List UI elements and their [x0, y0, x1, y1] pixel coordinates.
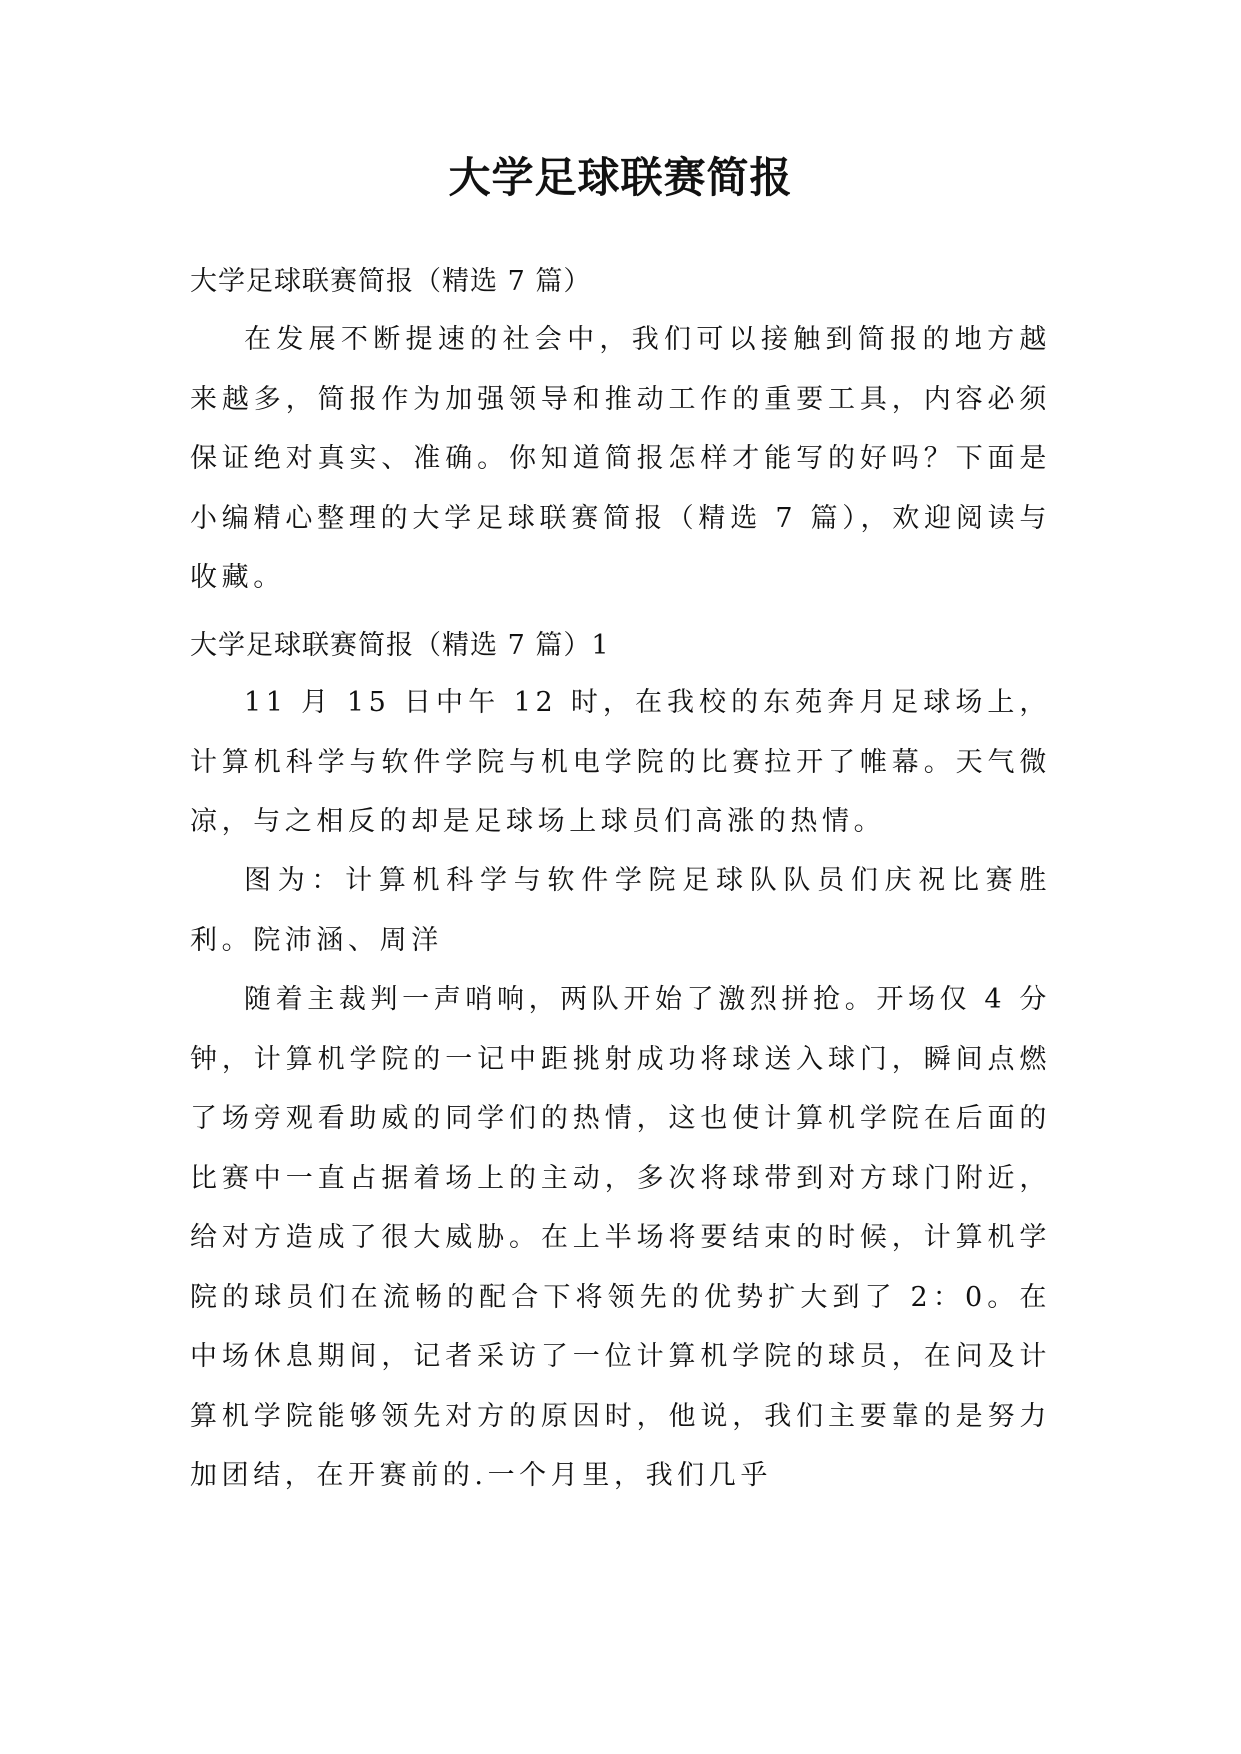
intro-heading: 大学足球联赛简报（精选 7 篇）	[190, 266, 592, 297]
section-1-paragraph-3: 随着主裁判一声哨响，两队开始了激烈拼抢。开场仅 4 分钟，计算机学院的一记中距挑射成功将球送入球门，瞬间点燃了场旁观看助威的同学们的热情，这也使计算机学院在后面的比赛中一直占据着场上的主动，多次将球带到对方球门附近，给对方造成了很大威胁。在上半场将要结束的时候，计算机学院的球员们在流畅的配合下将领先的优势扩大到了 2：0。在中场休息期间，记者采访了一位计算机学院的球员，在问及计算机学院能够领先对方的原因时，他说，我们主要靠的是努力加团结，在开赛前的.一个月里，我们几乎	[190, 984, 1051, 1491]
intro-paragraph: 在发展不断提速的社会中，我们可以接触到简报的地方越来越多，简报作为加强领导和推动工作的重要工具，内容必须保证绝对真实、准确。你知道简报怎样才能写的好吗？下面是小编精心整理的大学足球联赛简报（精选 7 篇），欢迎阅读与收藏。	[190, 324, 1051, 593]
section-1-paragraph-2: 图为：计算机科学与软件学院足球队队员们庆祝比赛胜利。院沛涵、周洋	[190, 865, 1051, 956]
document-title: 大学足球联赛简报	[448, 153, 793, 202]
section-1-heading: 大学足球联赛简报（精选 7 篇）1	[190, 630, 610, 661]
section-1-paragraph-1: 11 月 15 日中午 12 时，在我校的东苑奔月足球场上，计算机科学与软件学院与机电学院的比赛拉开了帷幕。天气微凉，与之相反的却是足球场上球员们高涨的热情。	[190, 687, 1051, 837]
